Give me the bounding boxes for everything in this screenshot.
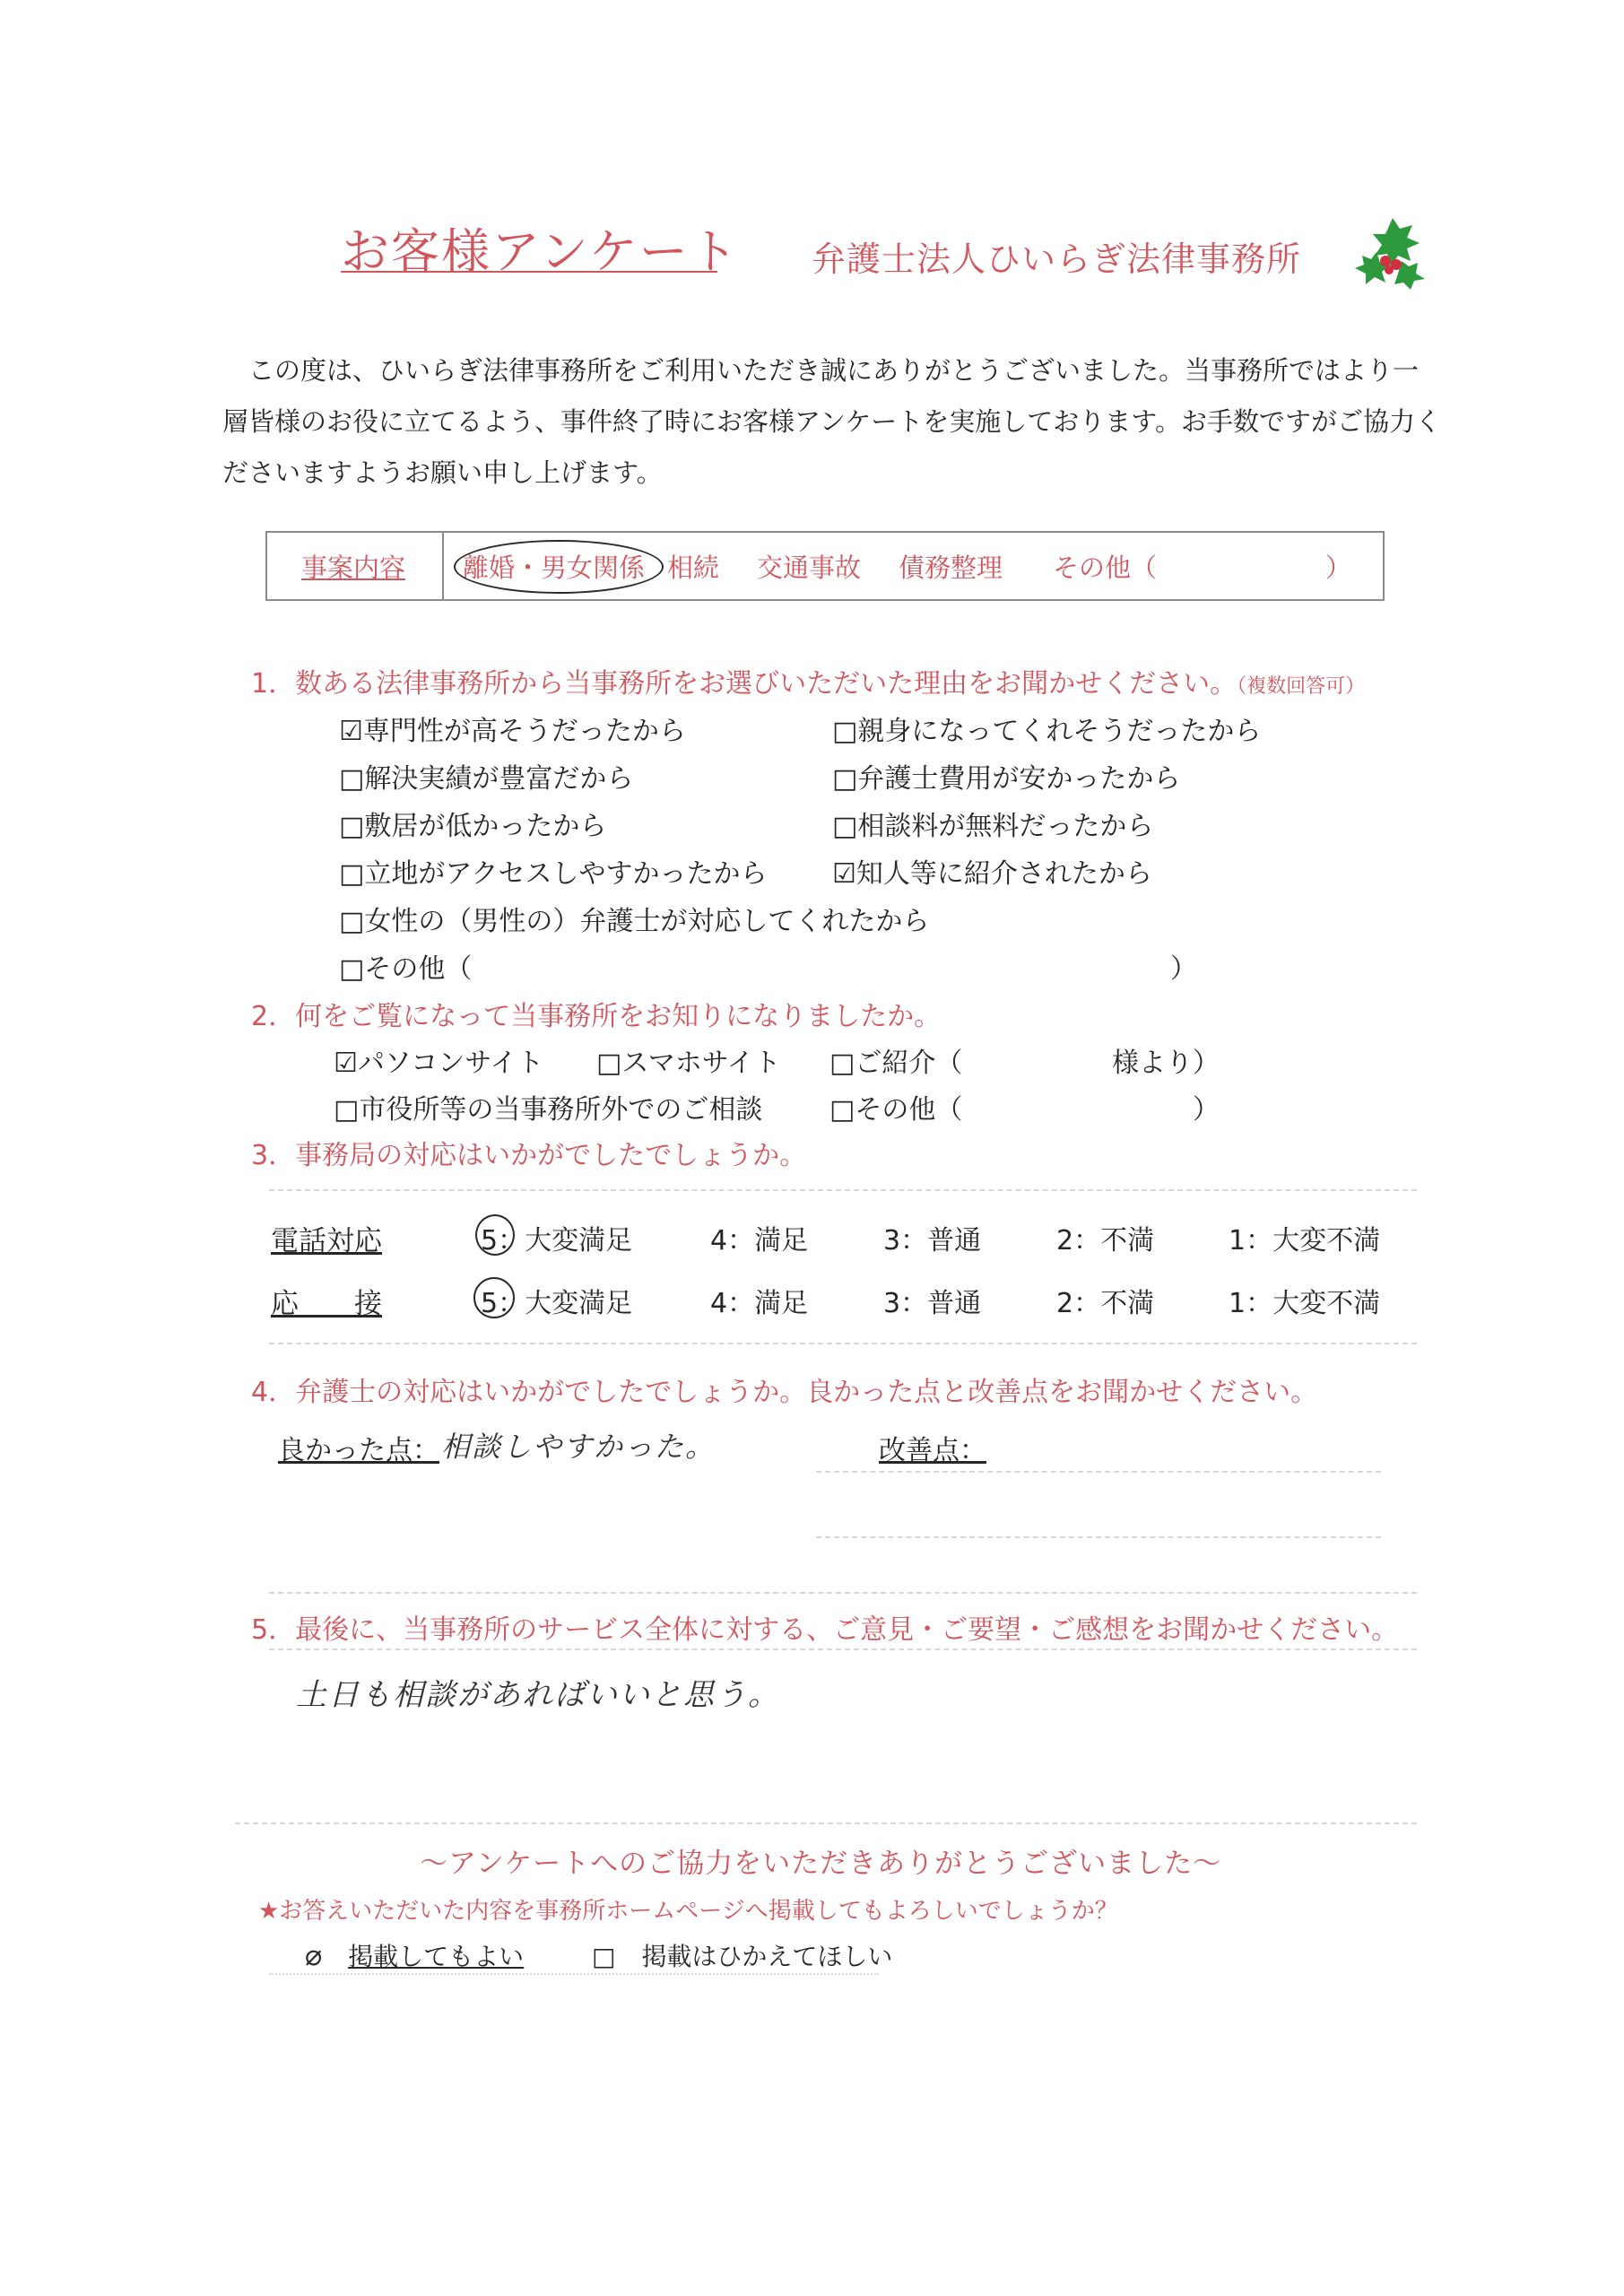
rating-option-2[interactable]: 2：不満 [1056, 1225, 1155, 1257]
q2-other-close: ） [1193, 1094, 1220, 1126]
publish-option-label: 掲載してもよい [348, 1942, 525, 1971]
checked-mark-icon: ⌀ [305, 1938, 323, 1972]
selection-circle [454, 540, 664, 594]
q1-option[interactable]: □相談料が無料だったから [832, 811, 1154, 842]
q1-option[interactable]: □立地がアクセスしやすかったから [339, 858, 768, 890]
selection-circle [473, 1277, 515, 1318]
q2-option[interactable]: □ご紹介（ [829, 1048, 963, 1079]
matter-divider [442, 533, 444, 599]
thanks-message: ～アンケートへのご協力をいただきありがとうございました～ [420, 1848, 1222, 1880]
rating-row-label-phone: 電話対応 [271, 1225, 382, 1257]
rating-option-4[interactable]: 4：満足 [710, 1288, 809, 1319]
rating-option-5[interactable]: 5：大変満足 [481, 1288, 633, 1319]
q2-option[interactable]: □その他（ [829, 1094, 963, 1126]
q5-answer[interactable]: 土日も相談があればいいと思う。 [296, 1677, 780, 1713]
checkbox-icon: □ [592, 1942, 616, 1971]
q2-option[interactable]: □市役所等の当事務所外でのご相談 [334, 1094, 763, 1126]
q3-question: 3．事務局の対応はいかがでしたでしょうか。 [251, 1140, 807, 1171]
intro-paragraph: この度は、ひいらぎ法律事務所をご利用いただき誠にありがとうございました。当事務所ではより一層皆様のお役に立てるよう、事件終了時にお客様アンケートを実施しております。お手数ですがご協力くださいますようお願い申し上げます。 [222, 355, 1441, 488]
divider [269, 1973, 879, 1975]
q2-referral-suffix: 様より） [1112, 1048, 1220, 1079]
divider [269, 1343, 1417, 1344]
title-underline [341, 271, 717, 273]
matter-option-other[interactable]: その他（ [1053, 552, 1158, 583]
q1-question [251, 661, 1365, 700]
publish-option-yes[interactable] [305, 1937, 524, 1973]
q2-option[interactable]: ☑パソコンサイト [334, 1048, 544, 1079]
publish-question: ★お答えいただいた内容を事務所ホームページへ掲載してもよろしいでしょうか？ [258, 1898, 1118, 1925]
q4-question: 4．弁護士の対応はいかがでしたでしょうか。良かった点と改善点をお聞かせください。 [251, 1377, 1318, 1408]
matter-option-traffic[interactable]: 交通事故 [757, 552, 862, 583]
q1-note: （複数回答可） [1237, 675, 1366, 698]
q1-other-close: ） [1170, 953, 1197, 985]
rating-option-1[interactable]: 1：大変不満 [1229, 1225, 1381, 1257]
matter-box [265, 531, 1385, 601]
divider [235, 1822, 1417, 1824]
rating-option-5[interactable]: 5：大変満足 [481, 1225, 633, 1257]
q5-question: 5．最後に、当事務所のサービス全体に対する、ご意見・ご要望・ご感想をお聞かせください。 [251, 1614, 1399, 1646]
matter-option-divorce[interactable]: 離婚・男女関係 [463, 552, 646, 583]
q1-option[interactable]: ☑知人等に紹介されたから [832, 858, 1152, 890]
publish-option-no[interactable] [592, 1937, 892, 1973]
matter-option-debt[interactable]: 債務整理 [899, 552, 1003, 583]
publish-option-label: 掲載はひかえてほしい [641, 1942, 893, 1971]
q2-question: 2．何をご覧になって当事務所をお知りになりましたか。 [251, 1001, 942, 1032]
q1-option[interactable]: □親身になってくれそうだったから [832, 716, 1262, 747]
matter-option-inheritance[interactable]: 相続 [667, 552, 720, 583]
rating-option-4[interactable]: 4：満足 [710, 1225, 809, 1257]
q4-improve-label: 改善点： [879, 1435, 986, 1466]
survey-title: お客様アンケート [341, 223, 740, 280]
rating-option-3[interactable]: 3：普通 [883, 1288, 982, 1319]
q1-option-other[interactable]: □その他（ [339, 953, 473, 985]
matter-option-other-close: ） [1325, 552, 1352, 583]
q1-option[interactable]: □女性の（男性の）弁護士が対応してくれたから [339, 906, 930, 937]
rating-row-label-reception: 応 接 [271, 1288, 382, 1320]
q4-good-answer[interactable]: 相談しやすかった。 [441, 1430, 716, 1464]
q4-good-label: 良かった点： [278, 1435, 439, 1466]
firm-name: 弁護士法人ひいらぎ法律事務所 [812, 239, 1302, 279]
q1-option[interactable]: □弁護士費用が安かったから [832, 763, 1181, 795]
rating-option-2[interactable]: 2：不満 [1056, 1288, 1155, 1319]
q1-option[interactable]: □解決実績が豊富だから [339, 763, 634, 795]
answer-line [816, 1471, 1381, 1473]
rating-option-1[interactable]: 1：大変不満 [1229, 1288, 1381, 1319]
rating-option-3[interactable]: 3：普通 [883, 1225, 982, 1257]
divider [269, 1592, 1417, 1594]
divider [269, 1648, 1417, 1650]
holly-icon [1350, 211, 1430, 291]
q2-option[interactable]: □スマホサイト [596, 1048, 781, 1079]
answer-line [816, 1536, 1381, 1538]
matter-label: 事案内容 [301, 552, 406, 583]
q1-question-text: 1．数ある法律事務所から当事務所をお選びいただいた理由をお聞かせください。 [251, 668, 1238, 700]
selection-circle [475, 1214, 515, 1256]
q1-option[interactable]: □敷居が低かったから [339, 811, 607, 842]
q1-option[interactable]: ☑専門性が高そうだったから [339, 716, 686, 747]
divider [269, 1189, 1417, 1191]
